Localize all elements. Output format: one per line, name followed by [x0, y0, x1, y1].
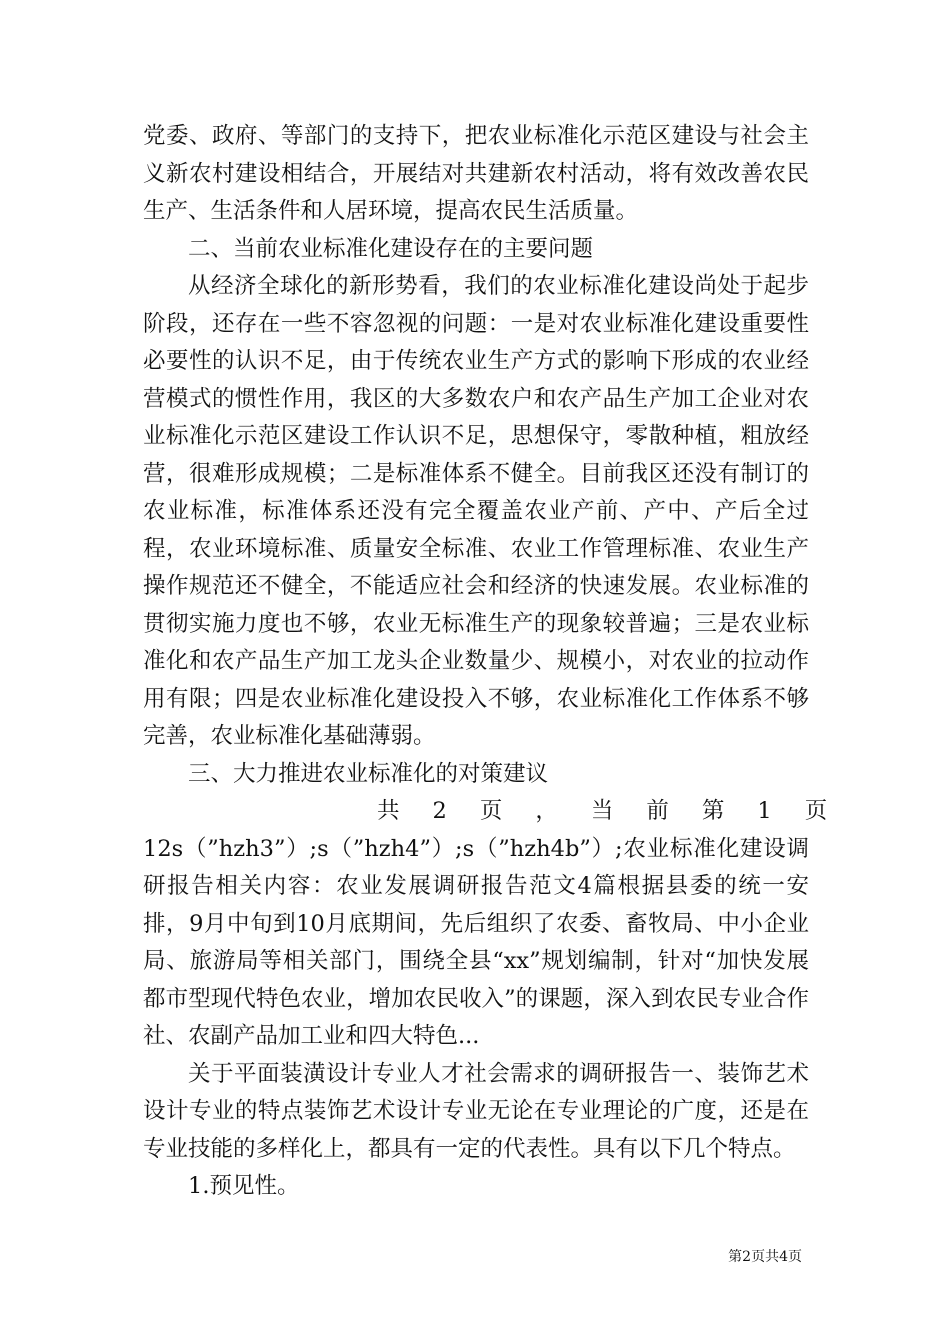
page-count-token: 第 [701, 798, 725, 824]
paragraph-design-report: 关于平面装潢设计专业人才社会需求的调研报告一、装饰艺术设计专业的特点装饰艺术设计专业无论在专业理论的广度，还是在专业技能的多样化上，都具有一定的代表性。具有以下几个特点。 [143, 1060, 809, 1162]
paragraph-intro: 党委、政府、等部门的支持下，把农业标准化示范区建设与社会主义新农村建设相结合，开展结对共建新农村活动，将有效改善农民生产、生活条件和人居环境，提高农民生活质量。 [143, 123, 809, 224]
section-heading-2: 二、当前农业标准化建设存在的主要问题 [188, 235, 594, 262]
list-item-foresight: 1.预见性。 [188, 1173, 300, 1199]
page-footer: 第2页共4页 [728, 1249, 802, 1265]
page-count-line [143, 793, 828, 831]
page-count-token: 当 [590, 798, 614, 824]
document-body [143, 118, 828, 1206]
page-count-token: 1 [757, 798, 772, 824]
page-count-token: ， [535, 798, 558, 824]
page-count-token: 共 [377, 798, 400, 824]
paragraph-related-content: 12s（”hzh3”）;s（”hzh4”）;s（”hzh4b”）;农业标准化建设调研报告相关内容：农业发展调研报告范文4篇根据县委的统一安排，9月中旬到10月底期间，先后组织了农委、畜牧局、中小企业局、旅游局等相关部门，围绕全县“xx”规划编制，针对“加快发展都市型现代特色农业，增加农民收入”的课题，深入到农民专业合作社、农副产品加工业和四大特色... [143, 835, 809, 1049]
page-count-token: 页 [804, 798, 828, 824]
page-count-token: 页 [479, 798, 503, 824]
paragraph-problems: 从经济全球化的新形势看，我们的农业标准化建设尚处于起步阶段，还存在一些不容忽视的问题：一是对农业标准化建设重要性必要性的认识不足，由于传统农业生产方式的影响下形成的农业经营模式的惯性作用，我区的大多数农户和农产品生产加工企业对农业标准化示范区建设工作认识不足，思想保守，零散种植，粗放经营，很难形成规模；二是标准体系不健全。目前我区还没有制订的农业标准，标准体系还没有完全覆盖农业产前、产中、产后全过程，农业环境标准、质量安全标准、农业工作管理标准、农业生产操作规范还不健全，不能适应社会和经济的快速发展。农业标准的贯彻实施力度也不够，农业无标准生产的现象较普遍；三是农业标准化和农产品生产加工龙头企业数量少、规模小，对农业的拉动作用有限；四是农业标准化建设投入不够，农业标准化工作体系不够完善，农业标准化基础薄弱。 [143, 273, 809, 749]
page-count-token: 前 [646, 798, 669, 824]
section-heading-3: 三、大力推进农业标准化的对策建议 [188, 760, 549, 787]
page-count-token: 2 [432, 798, 447, 824]
